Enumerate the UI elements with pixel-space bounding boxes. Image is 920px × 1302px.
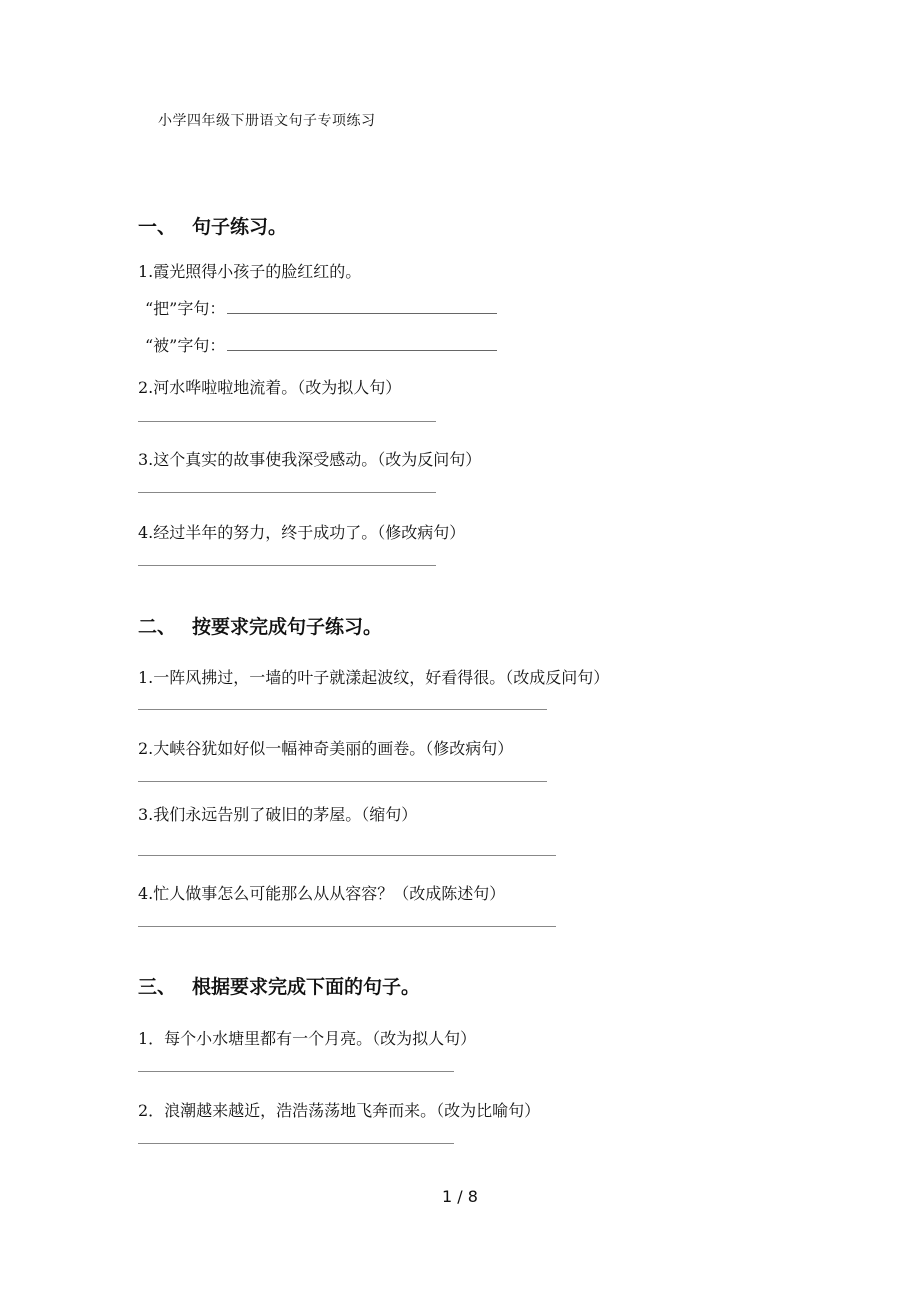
s1-q1-text: 1.霞光照得小孩子的脸红红的。 — [138, 262, 362, 281]
s1-q3-answer-line[interactable] — [138, 492, 436, 493]
section-1-title: 句子练习。 — [192, 216, 288, 238]
section-1-heading — [138, 212, 287, 239]
section-3-number: 三、 — [138, 976, 177, 998]
s1-q1-bei-label: “被”字句： — [145, 336, 226, 355]
s1-q1-ba-sentence — [145, 296, 497, 319]
s1-q1-ba-label: “把”字句： — [145, 299, 226, 318]
s3-q2-answer-line[interactable] — [138, 1143, 454, 1144]
s1-q1-bei-sentence — [145, 333, 497, 356]
s2-q2-answer-line[interactable] — [138, 781, 547, 782]
section-2-title: 按要求完成句子练习。 — [192, 616, 383, 638]
section-3-heading — [138, 972, 420, 999]
s3-q1-text: 1．每个小水塘里都有一个月亮。（改为拟人句） — [138, 1029, 477, 1048]
ba-sentence-answer-line[interactable] — [227, 299, 497, 314]
s2-q4-text: 4.忙人做事怎么可能那么从从容容？（改成陈述句） — [138, 884, 506, 903]
section-3-title: 根据要求完成下面的句子。 — [192, 976, 421, 998]
s2-q4-answer-line[interactable] — [138, 926, 556, 927]
s3-q1-answer-line[interactable] — [138, 1071, 454, 1072]
s1-q4-text: 4.经过半年的努力，终于成功了。（修改病句） — [138, 523, 466, 542]
s2-q2-text: 2.大峡谷犹如好似一幅神奇美丽的画卷。（修改病句） — [138, 739, 514, 758]
s2-q1-text: 1.一阵风拂过，一墙的叶子就漾起波纹，好看得很。（改成反问句） — [138, 668, 610, 687]
s2-q3-answer-line[interactable] — [138, 855, 556, 856]
section-2-heading — [138, 612, 382, 639]
s1-q2-answer-line[interactable] — [138, 421, 436, 422]
section-1-number: 一、 — [138, 216, 177, 238]
s2-q3-text: 3.我们永远告别了破旧的茅屋。（缩句） — [138, 805, 418, 824]
section-2-number: 二、 — [138, 616, 177, 638]
s3-q2-text: 2．浪潮越来越近，浩浩荡荡地飞奔而来。（改为比喻句） — [138, 1101, 541, 1120]
s1-q4-answer-line[interactable] — [138, 565, 436, 566]
s1-q2-text: 2.河水哗啦啦地流着。（改为拟人句） — [138, 378, 402, 397]
s1-q3-text: 3.这个真实的故事使我深受感动。（改为反问句） — [138, 450, 482, 469]
page-number: 1 / 8 — [442, 1187, 478, 1206]
s2-q1-answer-line[interactable] — [138, 709, 547, 710]
bei-sentence-answer-line[interactable] — [227, 336, 497, 351]
document-title: 小学四年级下册语文句子专项练习 — [158, 113, 376, 129]
